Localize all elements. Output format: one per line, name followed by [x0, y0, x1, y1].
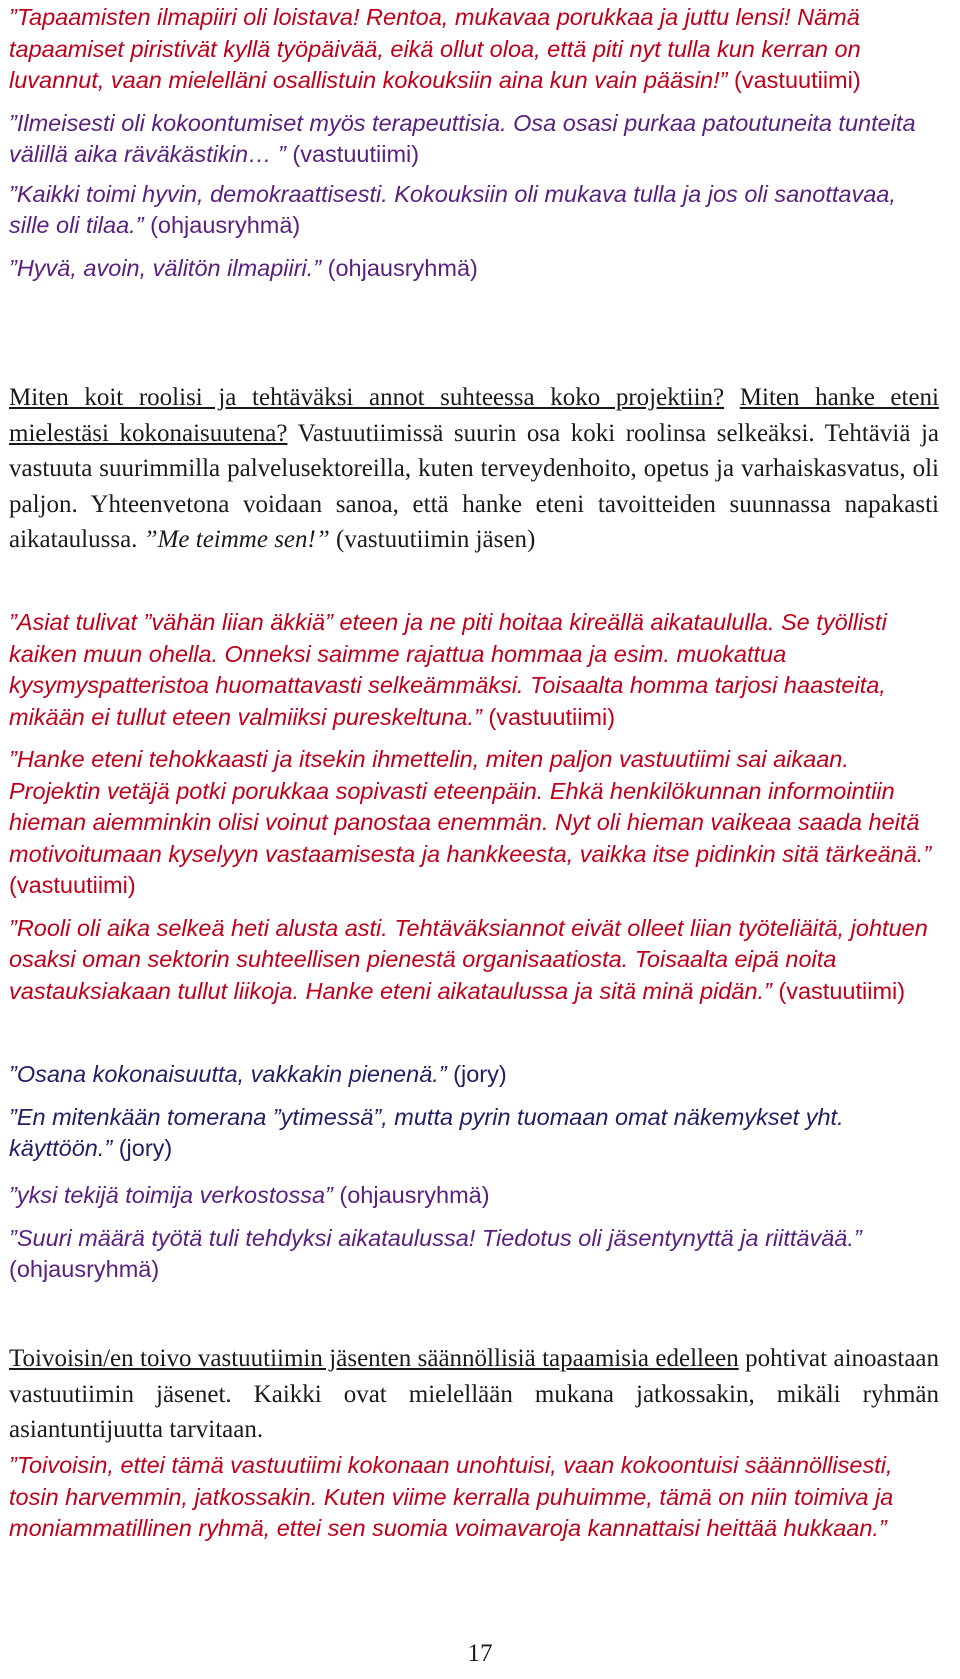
quote — [9, 1059, 939, 1091]
quote-text: ”En mitenkään tomerana ”ytimessä”, mutta pyrin tuomaan omat näkemykset yht. käyttöön.” — [9, 1103, 844, 1161]
quote-source: (jory) — [118, 1135, 173, 1161]
quote — [9, 2, 939, 97]
quote — [9, 108, 939, 171]
quote-source: (vastuutiimin jäsen) — [336, 526, 536, 553]
section-heading: Miten koit roolisi ja tehtäväksi annot suhteessa koko projektiin? — [9, 384, 725, 411]
quotes-group-4 — [9, 1180, 939, 1286]
section-paragraph — [9, 1341, 939, 1448]
quote-source: (vastuutiimi) — [9, 872, 136, 898]
quote — [9, 1180, 939, 1212]
quote-source: (ohjausryhmä) — [339, 1182, 490, 1208]
quote-source: (vastuutiimi) — [488, 703, 616, 730]
quote — [9, 1102, 939, 1165]
quote-text: ”Asiat tulivat ”vähän liian äkkiä” eteen ja ne piti hoitaa kireällä aikataululla. Se työllisti kaiken muun ohella. Onneksi saimme rajattua hommaa ja esim. muokattua kysymyspatteristoa huomattavasti selkeämmäksi. Toisaalta homma tarjosi haasteita, mikään ei tullut eteen valmiiksi pureskeltuna.” — [9, 609, 887, 730]
quote-source: (ohjausryhmä) — [150, 212, 301, 238]
page-number: 17 — [467, 1640, 493, 1667]
quote — [9, 253, 939, 285]
section-heading: Miten hanke eteni mielestäsi kokonaisuutena? — [9, 384, 940, 447]
quote — [9, 744, 939, 902]
quotes-group-1 — [9, 2, 939, 284]
section-paragraph — [9, 380, 939, 558]
quote-source: (vastuutiimi) — [778, 977, 906, 1004]
inline-quote: ”Me teimme sen!” — [143, 526, 330, 553]
paragraph-text: Vastuutiimissä suurin osa koki roolinsa selkeäksi. Tehtäviä ja vastuuta suurimmilla palvelusektoreilla, kuten terveydenhoito, opetus ja varhaiskasvatus, oli paljon. Yhteenvetona voidaan sanoa, että hanke eteni tavoitteiden suunnassa napakasti aikataulussa. — [9, 419, 939, 553]
quote-source: (vastuutiimi) — [734, 67, 861, 93]
quote-text: ”Kaikki toimi hyvin, demokraattisesti. Kokouksiin oli mukava tulla ja jos oli sanottavaa, sille oli tilaa.” — [9, 180, 896, 238]
quote — [9, 607, 939, 733]
quote-source: (ohjausryhmä) — [327, 254, 478, 281]
section-heading: Toivoisin/en toivo vastuutiimin jäsenten säännöllisiä tapaamisia edelleen — [9, 1345, 739, 1372]
quote-text: ”yksi tekijä toimija verkostossa” — [9, 1182, 333, 1208]
quote-text: ”Hyvä, avoin, välitön ilmapiiri.” — [9, 254, 322, 281]
quote-source: (vastuutiimi) — [292, 141, 420, 167]
quotes-group-3 — [9, 1059, 939, 1165]
quote-text: ”Tapaamisten ilmapiiri oli loistava! Rentoa, mukavaa porukkaa ja juttu lensi! Nämä tapaamiset piristivät kyllä työpäivää, eikä ollut oloa, että piti nyt tulla kun kerran on luvannut, vaan mielelläni osallistuin kokouksiin aina kun vain pääsin!” — [9, 4, 861, 93]
quote-source: (jory) — [453, 1061, 507, 1087]
quote-text: ”Rooli oli aika selkeä heti alusta asti. Tehtäväksiannot eivät olleet liian työteliäitä, johtuen osaksi oman sektorin suhteellisen pienestä organisaatiosta. Toisaalta eipä noita vastauksiakaan tullut liikoja. Hanke eteni aikataulussa ja sitä minä pidän.” — [9, 914, 928, 1004]
quote-text: ”Suuri määrä työtä tuli tehdyksi aikataulussa! Tiedotus oli jäsentynyttä ja riittävää.” — [9, 1224, 862, 1251]
paragraph-text: pohtivat ainoastaan vastuutiimin jäsenet. Kaikki ovat mielellään mukana jatkossakin, mikäli ryhmän asiantuntijuutta tarvitaan. — [9, 1345, 940, 1443]
quote-text: ”Hanke eteni tehokkaasti ja itsekin ihmettelin, miten paljon vastuutiimi sai aikaan. Projektin vetäjä potki porukkaa sopivasti eteenpäin. Ehkä henkilökunnan informointiin hieman aiemminkin olisi voinut panostaa enemmän. Nyt oli hieman vaikeaa saada heitä motivoitumaan kyselyyn vastaamisesta ja hankkeesta, vaikka itse pidinkin sitä tärkeänä.” — [9, 746, 932, 867]
quote-source: (ohjausryhmä) — [9, 1256, 160, 1282]
quote — [9, 179, 939, 242]
quote-text: ”Osana kokonaisuutta, vakkakin pienenä.” — [9, 1061, 447, 1087]
quote-text: ”Ilmeisesti oli kokoontumiset myös terapeuttisia. Osa osasi purkaa patoutuneita tunteita välillä aika räväkästikin… ” — [9, 109, 916, 167]
quote — [9, 1450, 939, 1545]
quote — [9, 913, 939, 1008]
quotes-group-2 — [9, 607, 939, 1007]
quote — [9, 1223, 939, 1286]
quote-text: ”Toivoisin, ettei tämä vastuutiimi kokonaan unohtuisi, vaan kokoontuisi säännöllisesti, tosin harvemmin, jatkossakin. Kuten viime kerralla puhuimme, tämä on niin toimiva ja moniammatillinen ryhmä, ettei sen suomia voimavaroja kannattaisi heittää hukkaan.” — [9, 1452, 894, 1541]
